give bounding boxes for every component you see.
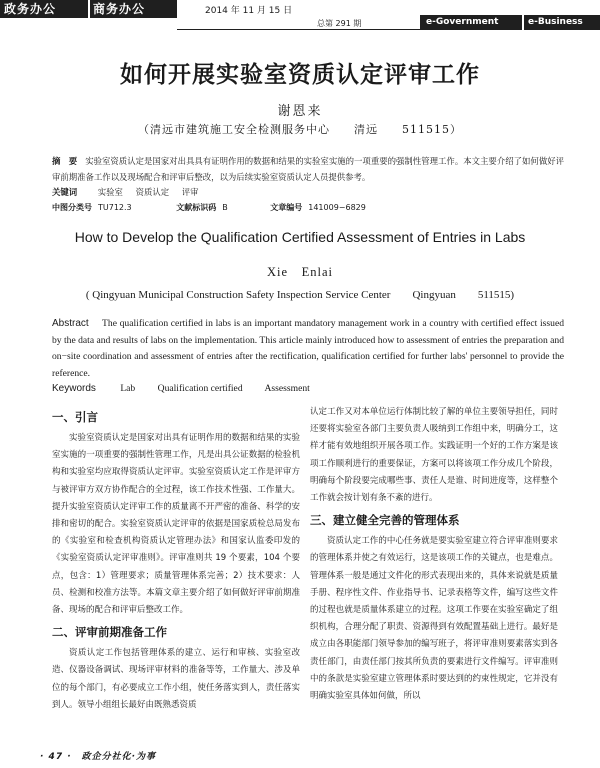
keyword-cn-item: 实验室 — [97, 187, 123, 197]
affiliation-en: ( Qingyuan Municipal Construction Safety Inspection Service Center Qingyuan 511515) — [85, 289, 515, 301]
paper-title-en: How to Develop the Qualification Certified Assessment of Entries in Labs — [74, 229, 526, 245]
class-number-label: 中图分类号 — [52, 203, 92, 212]
header-tag-government: 政务办公 — [4, 2, 57, 16]
paragraph: 实验室资质认定是国家对出具有证明作用的数据和结果的实验室实施的一项重要的强制性管理工作，凡是出具公证数据的检验机构和实验室均应取得资质认定评审。实验室资质认定工作是评审方与被评审方双方协作配合的全过程，该工作技术性强、工作量大。提升实验室资质认定评审工作的质量离不开严密的准备、科学的安排和密切的配合。实验室资质认定评审的依据是国家质检总局发布的《实验室和检查机构资质认定管理办法》和国家认监委印发的《实验室资质认定评审准则》。评审准则共 19 个要素，104 个要点，包含：1）管理要求；质量管理体系完善；2）技术要求：人员、检测和校准方法等。本篇文章主要介绍了如何做好评审前期准备、现场的配合和评审后整改工作。 — [52, 433, 300, 616]
section-heading-intro: 一、引言 — [52, 410, 98, 424]
class-number-value: TU712.3 — [98, 203, 132, 212]
header-rule — [177, 29, 420, 30]
section-heading-management-system: 三、建立健全完善的管理体系 — [310, 513, 460, 528]
abstract-cn-text: 实验室资质认定是国家对出具具有证明作用的数据和结果的实验室实施的一项重要的强制性管理工作。本文主要介绍了如何做好评审前期准备工作以及现场配合和评审后整改，以为后续实验室资质认定人员提供参考。 — [52, 156, 564, 182]
author-cn: 谢恩来 — [277, 104, 323, 119]
paragraph: 认定工作又对本单位运行体制比较了解的单位主要领导担任，同时还要将实验室各部门主要负责人吸纳到工作组中来，明确分工，这样才能有效地组织开展各项工作。实践证明一个好的工作方案是该项工作顺利进行的重要保证，方案可以将该项工作分成几个阶段，明确每个阶段要完成哪些事、责任人是谁、时间进度等，这样整个工作就会按计划有条不紊的进行。 — [310, 407, 558, 504]
page-footer: · 47 · 政企分社化·为事 — [40, 752, 157, 762]
classification-row — [52, 202, 372, 213]
abstract-en-label: Abstract — [52, 318, 89, 329]
keyword-en-item: Lab — [120, 383, 136, 394]
abstract-en — [52, 316, 564, 382]
body-column-left — [52, 404, 300, 714]
keyword-cn-item: 资质认定 — [135, 187, 170, 197]
abstract-cn — [52, 154, 564, 185]
doc-code-value: B — [222, 203, 228, 212]
article-number-label: 文章编号 — [270, 203, 303, 212]
abstract-cn-label: 摘 要 — [52, 156, 78, 166]
keyword-cn-item: 评审 — [181, 187, 199, 197]
body-column-right — [310, 404, 558, 705]
header-en-divider — [522, 15, 524, 30]
paper-title-cn: 如何开展实验室资质认定评审工作 — [120, 62, 480, 88]
section-heading-preparation: 二、评审前期准备工作 — [52, 625, 167, 640]
abstract-en-text: The qualification certified in labs is an important mandatory management work in a country with certified effect issued by the data and results of labs on the implementation. This article mainly introduced how to assessment of entries the preparation and on−site coordination and assessment of entries after the rectification, qualification certified for further labs' personnel to provide the reference. — [52, 318, 564, 379]
keyword-en-item: Assessment — [264, 383, 310, 394]
doc-code-label: 文献标识码 — [176, 203, 217, 212]
header-issue-number: 总第 291 期 — [317, 19, 362, 28]
author-en: Xie Enlai — [267, 265, 333, 279]
keywords-en-label: Keywords — [52, 383, 96, 394]
keywords-en — [52, 383, 330, 394]
header-date: 2014 年 11 月 15 日 — [205, 6, 293, 16]
header-en-government: e-Government — [426, 17, 499, 27]
paragraph: 资质认定工作包括管理体系的建立、运行和审核、实验室改造、仪器设备调试、现场评审材料的准备等等，工作量大、涉及单位的每个部门，有必要成立工作小组，使任务落实到人，责任落实到人。领导小组组长最好由既熟悉资质 — [52, 648, 300, 710]
paragraph: 资质认定工作的中心任务就是要实验室建立符合评审准则要求的管理体系并使之有效运行，这是该项工作的关键点，也是难点。管理体系一般是通过文件化的形式表现出来的，具体来说就是质量手册、程序性文件、作业指导书、记录表格等文件，编写这些文件的过程也就是质量体系建立的过程。这项工作要在实验室确定了组织机构，合理分配了职责、资源得到有效配置基础上进行。最好是成立由各职能部门领导参加的编写班子，将评审准则要素落实到各责任部门，由责任部门按其所负责的要素进行文件编写。评审准则中的条款是实验室建立管理体系时要达到的约束性规定，它并没有明确实验室具体如何做，所以 — [310, 536, 558, 702]
header-tag-divider — [88, 0, 90, 18]
header-en-business: e-Business — [528, 17, 583, 27]
affiliation-cn: （清远市建筑施工安全检测服务中心 清远 511515） — [138, 123, 462, 136]
article-number-value: 141009−6829 — [308, 203, 366, 212]
keyword-en-item: Qualification certified — [157, 383, 243, 394]
keywords-cn — [52, 186, 199, 198]
keywords-cn-label: 关键词 — [52, 187, 78, 197]
header-tag-business: 商务办公 — [93, 2, 146, 16]
